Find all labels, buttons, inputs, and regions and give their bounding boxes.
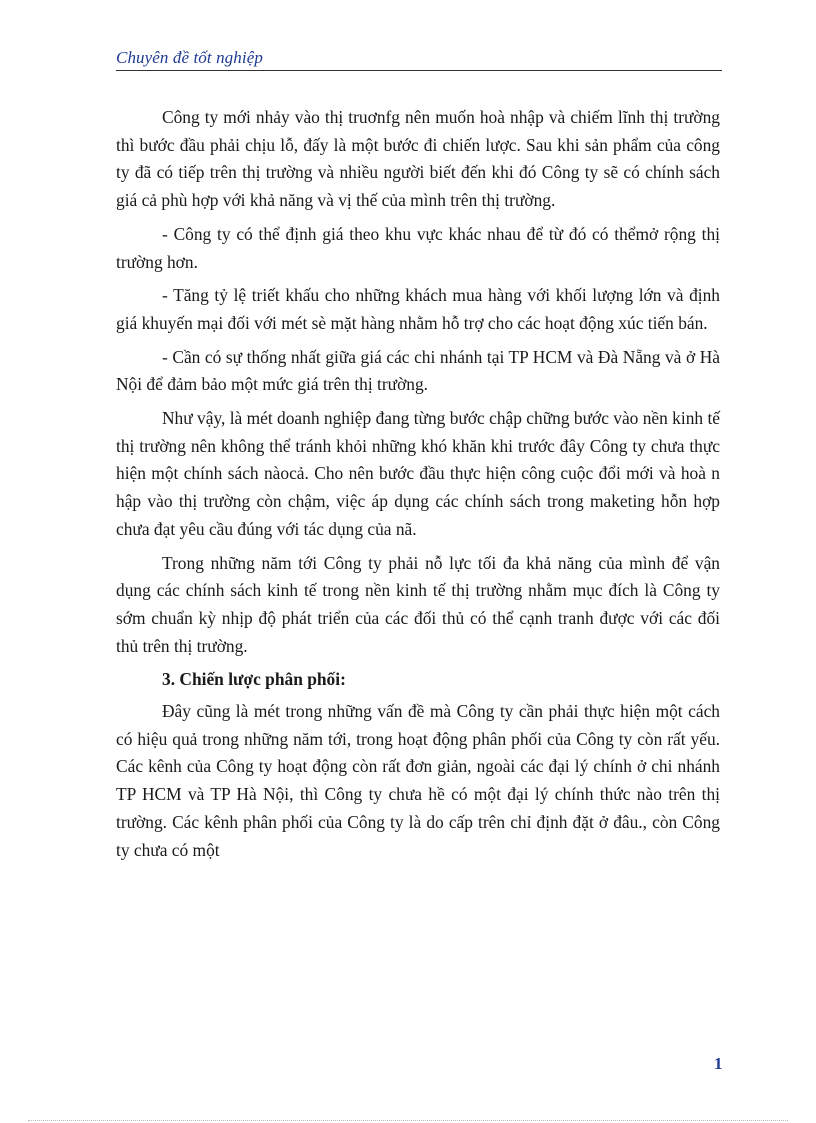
bullet-item: - Công ty có thể định giá theo khu vực khác nhau để từ đó có thểmở rộng thị trường hơn.: [116, 223, 720, 272]
page-number: 1: [714, 1054, 723, 1073]
paragraph: Trong những năm tới Công ty phải nỗ lực tối đa khả năng của mình để vận dụng các chính sách kinh tế trong nền kinh tế thị trường nhằm mục đích là Công ty sớm chuẩn kỳ nhịp độ phát triển của các đối thủ có thể cạnh tranh được với các đối thủ trên thị trường.: [116, 552, 720, 656]
paragraph: Như vậy, là mét doanh nghiệp đang từng bước chập chững bước vào nền kinh tế thị trường nên không thể tránh khỏi những khó khăn khi trước đây Công ty chưa thực hiện một chính sách nàocả. Cho nên bước đầu thực hiện công cuộc đổi mới và hoà n hập vào thị trường còn chậm, việc áp dụng các chính sách trong maketing hỗn hợp chưa đạt yêu cầu đúng với tác dụng của nã.: [116, 408, 720, 539]
paragraph: Công ty mới nhảy vào thị truơnfg nên muốn hoà nhập và chiếm lĩnh thị trường thì bước đầu phải chịu lỗ, đấy là một bước đi chiến lược. Sau khi sản phẩm của công ty đã có tiếp trên thị trường và nhiều người biết đến khi đó Công ty sẽ có chính sách giá cả phù hợp với khả năng và vị thế của mình trên thị trường.: [116, 107, 720, 211]
bullet-item: - Cần có sự thống nhất giữa giá các chi nhánh tại TP HCM và Đà Nẵng và ở Hà Nội để đảm bảo một mức giá trên thị trường.: [116, 346, 720, 395]
header-title: Chuyên đề tốt nghiệp: [116, 48, 263, 67]
document-body: [116, 104, 720, 870]
page-header: [116, 48, 722, 71]
section-heading: 3. Chiến lược phân phối:: [162, 669, 346, 690]
paragraph: Đây cũng là mét trong những vấn đề mà Công ty cần phải thực hiện một cách có hiệu quả trong những năm tới, trong hoạt động phân phối của Công ty còn rất yếu. Các kênh của Công ty hoạt động còn rất đơn giản, ngoài các đại lý chính ở chi nhánh TP HCM và TP Hà Nội, thì Công ty chưa hề có một đại lý chính thức nào trên thị trường. Các kênh phân phối của Công ty là do cấp trên chỉ định đặt ở đâu., còn Công ty chưa có một: [116, 701, 720, 860]
bullet-item: - Tăng tỷ lệ triết khấu cho những khách mua hàng với khối lượng lớn và định giá khuyến mại đối với mét sè mặt hàng nhằm hỗ trợ cho các hoạt động xúc tiến bán.: [116, 285, 720, 333]
page-bottom-divider: [28, 1120, 788, 1121]
